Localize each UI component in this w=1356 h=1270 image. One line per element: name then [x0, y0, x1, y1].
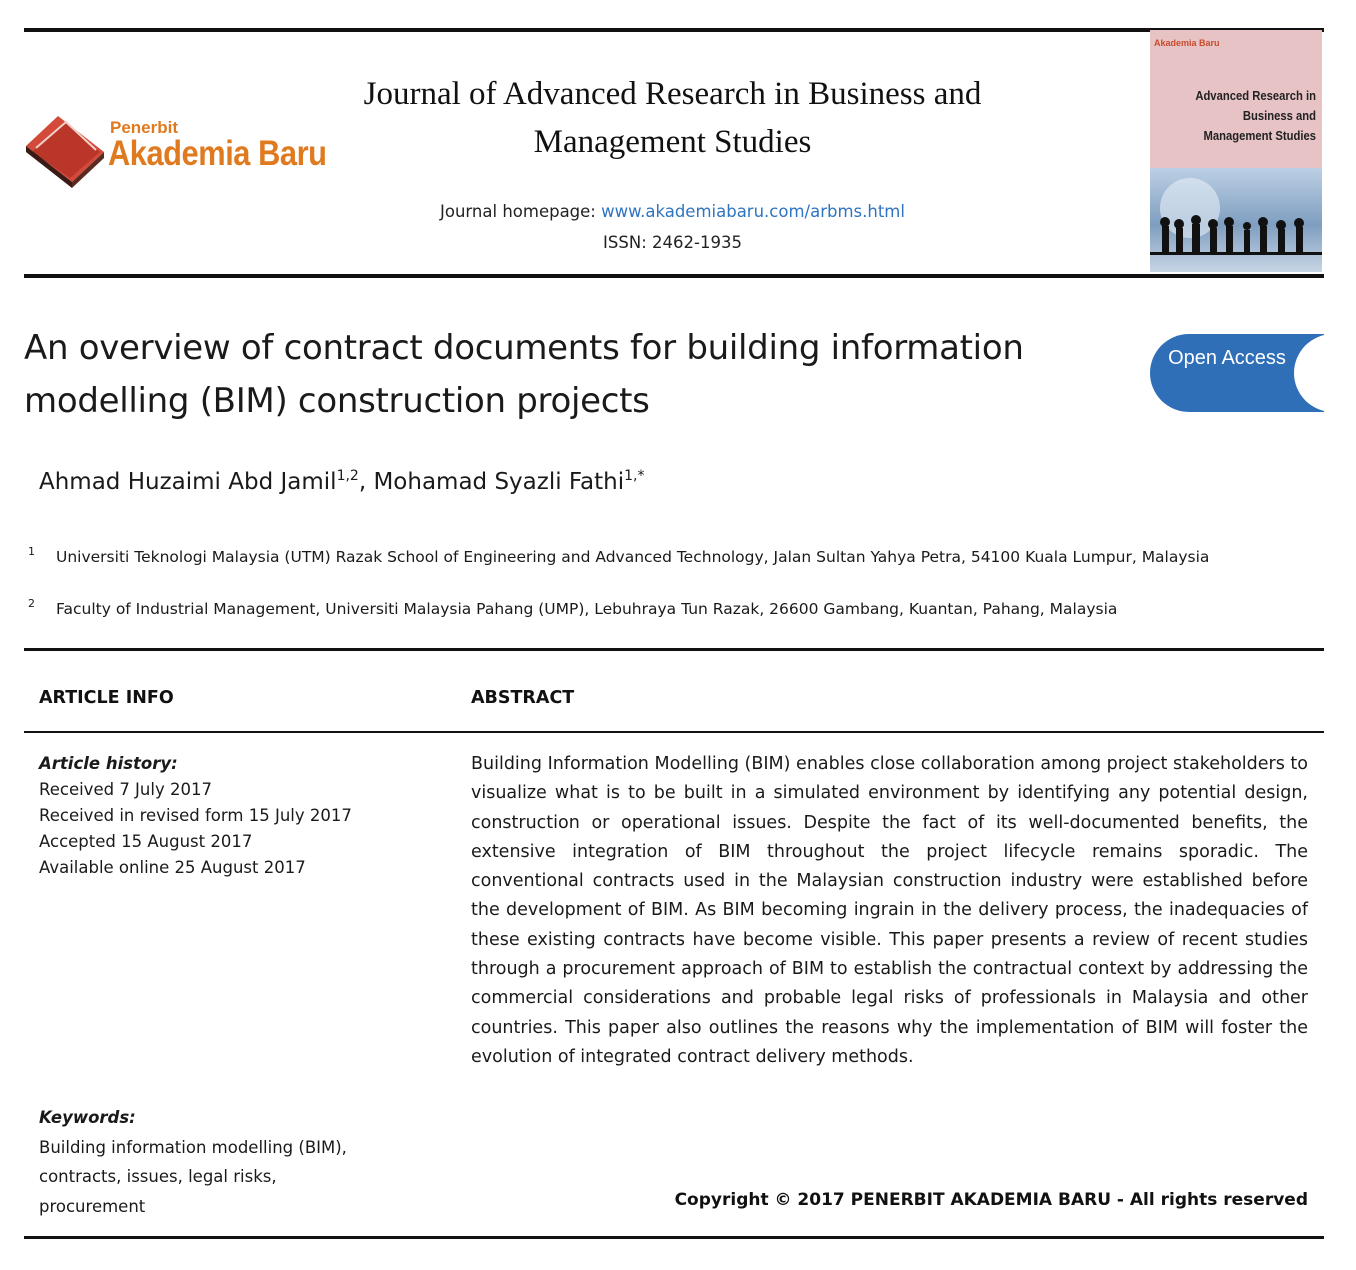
people-silhouette-icon [1150, 168, 1322, 272]
journal-cover [1150, 30, 1322, 272]
author-2-affiliation: 1,* [624, 468, 645, 484]
abstract-text: Building Information Modelling (BIM) enables close collaboration among project stakeholders to visualize what is to be built in a simulated environment by identifying any potential design, construction or operational issues. Despite the fact of its well-documented benefits, the extensive integration of BIM throughout the project lifecycle remains sporadic. The conventional contracts used in the Malaysian construction industry were established before the development of BIM. As BIM becoming ingrain in the delivery process, the inadequacies of these existing contracts have become visible. This paper presents a review of recent studies through a procurement approach of BIM to establish the contractual context by addressing the commercial considerations and probable legal risks of professionals in Malaysia and other countries. This paper also outlines the reasons why the implementation of BIM will foster the evolution of integrated contract delivery methods. [471, 754, 1308, 1067]
authors [39, 468, 644, 495]
article-info-heading: ARTICLE INFO [39, 688, 174, 708]
affiliation-1-number: 1 [28, 545, 35, 558]
revised-date: Received in revised form 15 July 2017 [39, 806, 352, 825]
homepage-label: Journal homepage: [440, 202, 602, 221]
affiliation-2-number: 2 [28, 597, 35, 610]
open-access-badge [1150, 334, 1324, 412]
keywords-heading: Keywords: [39, 1108, 136, 1127]
publisher-name: Akademia Baru [108, 134, 327, 173]
accepted-date: Accepted 15 August 2017 [39, 832, 253, 851]
keywords-line-2: contracts, issues, legal risks, [39, 1167, 277, 1186]
journal-homepage [335, 202, 1010, 221]
top-rule [24, 28, 1324, 32]
affiliation-2: Faculty of Industrial Management, Universiti Malaysia Pahang (UMP), Lebuhraya Tun Razak, 26600 Gambang, Kuantan, Pahang, Malaysia [56, 600, 1118, 618]
author-1: Ahmad Huzaimi Abd Jamil [39, 469, 337, 495]
affiliation-1: Universiti Teknologi Malaysia (UTM) Razak School of Engineering and Advanced Technology, Jalan Sultan Yahya Petra, 54100 Kuala Lumpur, Malaysia [56, 548, 1210, 566]
open-access-label: Open Access [1168, 347, 1286, 369]
online-date: Available online 25 August 2017 [39, 858, 306, 877]
publisher-logo [22, 112, 332, 192]
cover-logo: Akademia Baru [1154, 38, 1220, 48]
header-bottom-rule [24, 274, 1324, 278]
article-history [39, 751, 449, 881]
issn: ISSN: 2462-1935 [603, 233, 742, 252]
author-2: Mohamad Syazli Fathi [373, 469, 625, 495]
article-history-heading: Article history: [39, 754, 178, 773]
affiliation-rule [24, 648, 1324, 651]
author-1-affiliation: 1,2 [336, 468, 359, 484]
abstract-heading: ABSTRACT [471, 688, 575, 708]
received-date: Received 7 July 2017 [39, 780, 212, 799]
keywords [39, 1103, 449, 1221]
cover-image [1150, 168, 1322, 272]
copyright: Copyright © 2017 PENERBIT AKADEMIA BARU - All rights reserved [674, 1190, 1308, 1210]
heading-rule [24, 731, 1324, 733]
publisher-small-label: Penerbit [110, 118, 179, 137]
author-separator: , [358, 469, 374, 495]
bottom-rule [24, 1236, 1324, 1239]
open-access-cutout [1294, 334, 1324, 412]
article-title: An overview of contract documents for building information modelling (BIM) construction projects [24, 328, 1024, 421]
cover-title: Advanced Research in Business and Management Studies [1195, 89, 1316, 143]
keywords-line-1: Building information modelling (BIM), [39, 1137, 347, 1157]
keywords-line-3: procurement [39, 1196, 146, 1216]
book-icon [22, 112, 108, 190]
journal-title: Journal of Advanced Research in Business and Management Studies [363, 76, 982, 160]
homepage-link[interactable]: www.akademiabaru.com/arbms.html [601, 202, 905, 221]
